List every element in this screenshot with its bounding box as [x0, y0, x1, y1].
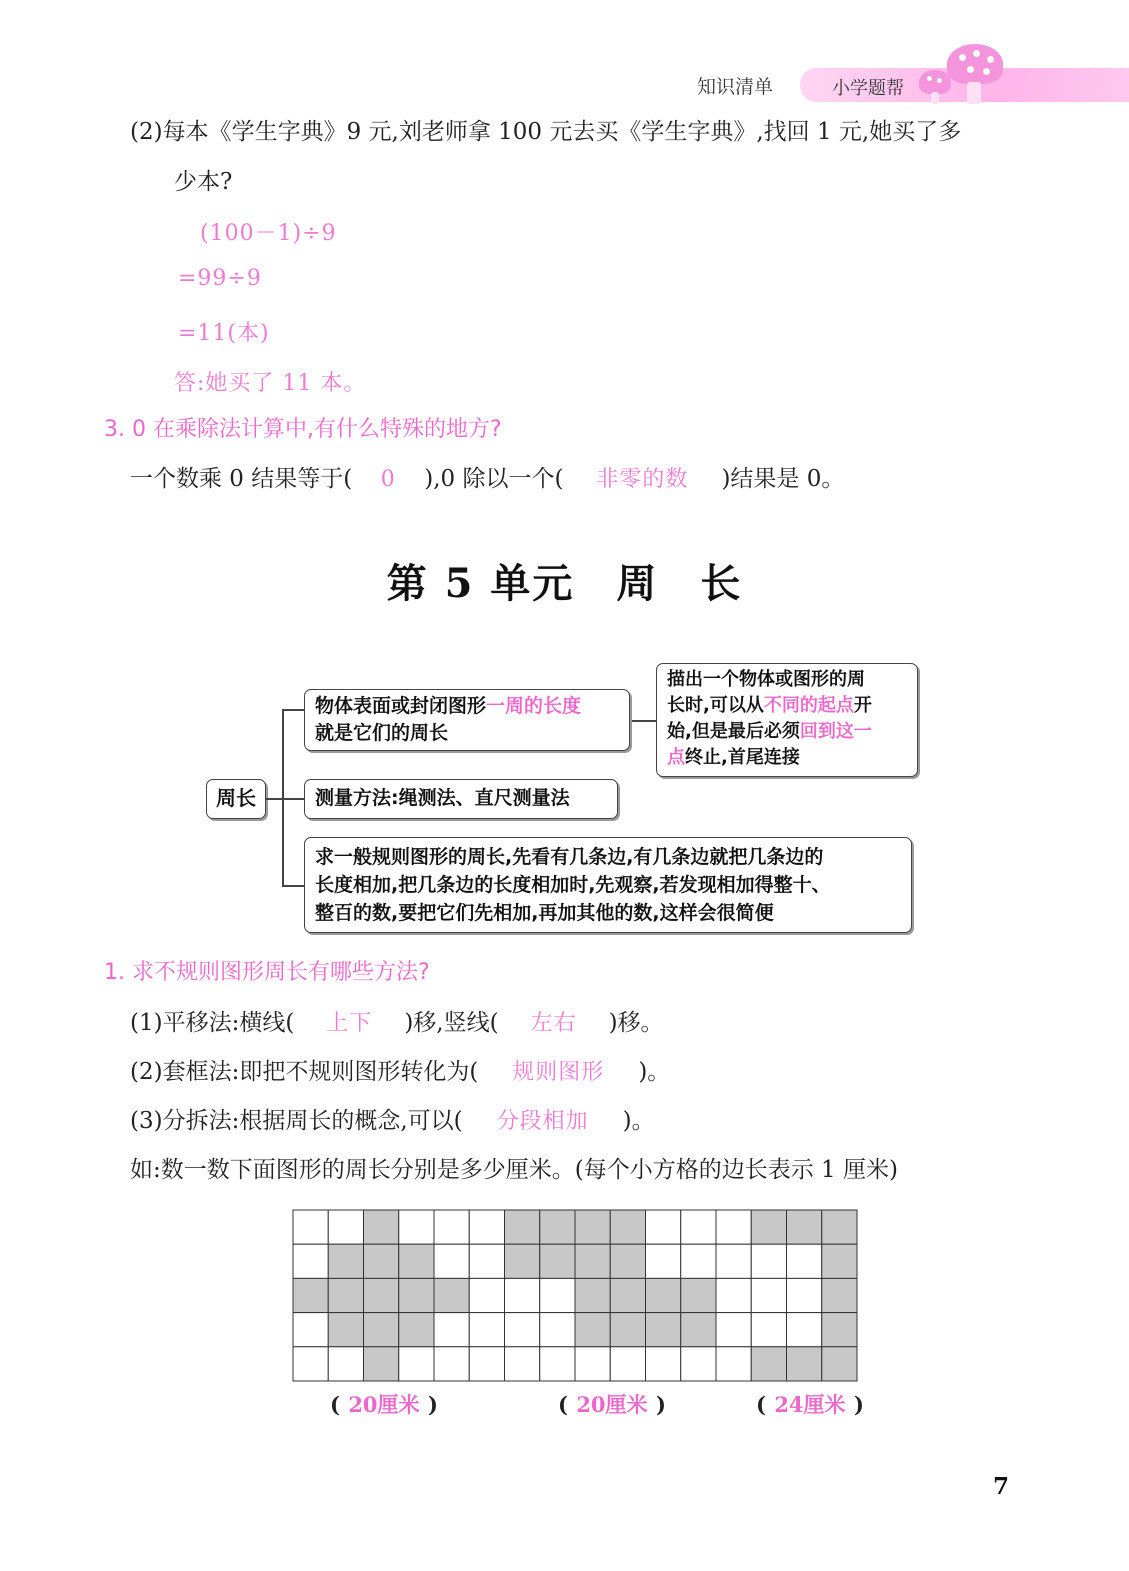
grid-cell-shaded [575, 1313, 610, 1347]
unit-title: 第 5 单元 周 长 [386, 560, 743, 607]
grid-cell-shaded [822, 1210, 857, 1244]
grid-cell [328, 1210, 363, 1244]
method-1-line [130, 1008, 664, 1039]
definition-box [304, 689, 630, 751]
regular-text-1: 求一般规则图形的周长,先看有几条边,有几条边就把几条边的 [315, 846, 824, 868]
grid-cell [716, 1210, 751, 1244]
q3-text-1: 一个数乘 0 结果等于( [130, 466, 353, 492]
method-1-fill-1: 上下 [326, 1011, 373, 1036]
note-highlight-2: 回到这一 [799, 721, 872, 742]
grid-cell-shaded [822, 1244, 857, 1278]
definition-text-2: 就是它们的周长 [315, 722, 449, 744]
grid-cell-shaded [610, 1278, 645, 1312]
grid-cell-shaded [540, 1244, 575, 1278]
grid-cell [469, 1244, 504, 1278]
grid-cell-shaded [822, 1278, 857, 1312]
question-3-line [130, 464, 844, 495]
note-box [656, 663, 918, 777]
mushroom-icon [915, 40, 1005, 110]
method-3-fill: 分段相加 [496, 1109, 589, 1134]
regular-shape-box [304, 837, 912, 933]
solution-step-1: (100－1)÷9 [200, 221, 337, 246]
grid-cell [540, 1347, 575, 1381]
grid-cell-shaded [328, 1313, 363, 1347]
q3-text-2: ),0 除以一个( [424, 466, 564, 492]
grid-cell [293, 1244, 328, 1278]
grid-cell [505, 1313, 540, 1347]
answer-3-value: 24厘米 [774, 1392, 846, 1417]
note-text-2: 长时,可以从 [667, 695, 764, 716]
grid-cell [751, 1278, 786, 1312]
mindmap-root: 周长 [206, 779, 266, 819]
grid-cell [681, 1347, 716, 1381]
grid-cell [751, 1244, 786, 1278]
connector-note [630, 720, 656, 722]
grid-cell [434, 1210, 469, 1244]
method-1-text-1: (1)平移法:横线( [130, 1010, 295, 1036]
method-3-line [130, 1106, 655, 1137]
q3-fill-2: 非零的数 [596, 467, 689, 492]
grid-cell-shaded [822, 1347, 857, 1381]
grid-cell [434, 1347, 469, 1381]
grid-cell [646, 1210, 681, 1244]
method-1-text-3: )移。 [608, 1010, 664, 1036]
answer-2: ( 20厘米 ) [558, 1389, 666, 1419]
grid-cell [716, 1347, 751, 1381]
method-2-text-2: )。 [638, 1059, 671, 1085]
connector-branch-2 [282, 798, 304, 800]
method-3-text-2: )。 [622, 1108, 655, 1134]
grid-cell [646, 1244, 681, 1278]
grid-cell [399, 1347, 434, 1381]
connector-branch-1 [282, 709, 304, 711]
grid-cell-shaded [364, 1347, 399, 1381]
grid-cell-shaded [434, 1278, 469, 1312]
grid-cell-shaded [787, 1210, 822, 1244]
grid-cell-shaded [399, 1244, 434, 1278]
note-text-4: 始,但是最后必须 [667, 721, 800, 742]
solution-answer: 答:她买了 11 本。 [174, 371, 367, 396]
problem-2-line2: 少本? [174, 169, 233, 195]
answer-1-value: 20厘米 [348, 1392, 420, 1417]
example-line: 如:数一数下面图形的周长分别是多少厘米。(每个小方格的边长表示 1 厘米) [130, 1157, 898, 1183]
note-text-1: 描出一个物体或图形的周 [667, 669, 865, 690]
grid-cell-shaded [681, 1278, 716, 1312]
grid-cell-shaded [751, 1347, 786, 1381]
regular-text-3: 整百的数,要把它们先相加,再加其他的数,这样会很简便 [315, 902, 774, 924]
grid-cell [469, 1278, 504, 1312]
grid-cell-shaded [364, 1244, 399, 1278]
connector-root [266, 798, 282, 800]
grid-cell-shaded [610, 1210, 645, 1244]
solution-step-3: =11(本) [178, 321, 270, 346]
grid-cell-shaded [328, 1278, 363, 1312]
grid-cell [469, 1313, 504, 1347]
method-2-line [130, 1057, 670, 1088]
grid-cell [540, 1278, 575, 1312]
answer-2-value: 20厘米 [576, 1392, 648, 1417]
grid-cell-shaded [505, 1210, 540, 1244]
answer-1: ( 20厘米 ) [330, 1389, 438, 1419]
grid-cell [787, 1313, 822, 1347]
method-2-text-1: (2)套框法:即把不规则图形转化为( [130, 1059, 479, 1085]
grid-cell-shaded [575, 1244, 610, 1278]
grid-cell [434, 1244, 469, 1278]
grid-cell [787, 1244, 822, 1278]
grid-cell-shaded [328, 1244, 363, 1278]
perimeter-grid [292, 1209, 858, 1382]
grid-cell-shaded [610, 1244, 645, 1278]
solution-step-2: =99÷9 [178, 266, 262, 291]
grid-cell [399, 1210, 434, 1244]
answer-3: ( 24厘米 ) [756, 1389, 864, 1419]
grid-cell-shaded [399, 1278, 434, 1312]
definition-highlight: 一周的长度 [486, 695, 582, 717]
grid-cell [646, 1347, 681, 1381]
grid-cell [681, 1210, 716, 1244]
grid-cell [716, 1313, 751, 1347]
grid-cell [751, 1313, 786, 1347]
regular-text-2: 长度相加,把几条边的长度相加时,先观察,若发现相加得整十、 [315, 874, 831, 896]
method-2-fill: 规则图形 [512, 1060, 605, 1085]
grid-cell-shaded [646, 1313, 681, 1347]
method-3-text-1: (3)分拆法:根据周长的概念,可以( [130, 1108, 463, 1134]
grid-cell-shaded [575, 1210, 610, 1244]
connector-branch-3 [282, 885, 304, 887]
grid-cell-shaded [293, 1278, 328, 1312]
grid-cell [293, 1313, 328, 1347]
question-1-title: 1. 求不规则图形周长有哪些方法? [104, 960, 430, 985]
grid-cell [787, 1278, 822, 1312]
grid-cell-shaded [822, 1313, 857, 1347]
header-left-label: 知识清单 [697, 76, 774, 98]
measure-box: 测量方法:绳测法、直尺测量法 [304, 779, 618, 819]
header-right-label: 小学题帮 [832, 78, 904, 99]
grid-cell [434, 1313, 469, 1347]
grid-cell-shaded [575, 1278, 610, 1312]
note-highlight-1: 不同的起点 [763, 695, 854, 716]
grid-cell [293, 1210, 328, 1244]
grid-cell-shaded [646, 1278, 681, 1312]
grid-cell [469, 1210, 504, 1244]
grid-cell-shaded [399, 1313, 434, 1347]
grid-cell [469, 1347, 504, 1381]
page-number: 7 [993, 1473, 1010, 1500]
definition-text-1: 物体表面或封闭图形 [315, 695, 487, 717]
q3-fill-1: 0 [380, 467, 396, 492]
grid-cell [681, 1244, 716, 1278]
grid-cell-shaded [610, 1313, 645, 1347]
note-highlight-3: 点 [667, 747, 685, 768]
note-text-5: 终止,首尾连接 [685, 747, 800, 768]
grid-cell-shaded [505, 1244, 540, 1278]
grid-cell [328, 1347, 363, 1381]
question-3-title: 3. 0 在乘除法计算中,有什么特殊的地方? [104, 417, 502, 442]
grid-cell [610, 1347, 645, 1381]
grid-cell-shaded [364, 1210, 399, 1244]
grid-cell [540, 1313, 575, 1347]
method-1-text-2: )移,竖线( [404, 1010, 499, 1036]
grid-cell-shaded [787, 1347, 822, 1381]
problem-2-line1: (2)每本《学生字典》9 元,刘老师拿 100 元去买《学生字典》,找回 1 元,她买了多 [130, 119, 962, 145]
grid-cell-shaded [681, 1313, 716, 1347]
grid-cell-shaded [751, 1210, 786, 1244]
method-1-fill-2: 左右 [530, 1011, 577, 1036]
q3-text-3: )结果是 0。 [721, 466, 845, 492]
grid-cell [716, 1244, 751, 1278]
grid-cell-shaded [364, 1278, 399, 1312]
note-text-3: 开 [853, 695, 872, 716]
grid-cell [293, 1347, 328, 1381]
grid-cell [716, 1278, 751, 1312]
grid-cell [505, 1347, 540, 1381]
grid-cell-shaded [364, 1313, 399, 1347]
grid-cell-shaded [540, 1210, 575, 1244]
grid-cell [505, 1278, 540, 1312]
grid-cell [575, 1347, 610, 1381]
